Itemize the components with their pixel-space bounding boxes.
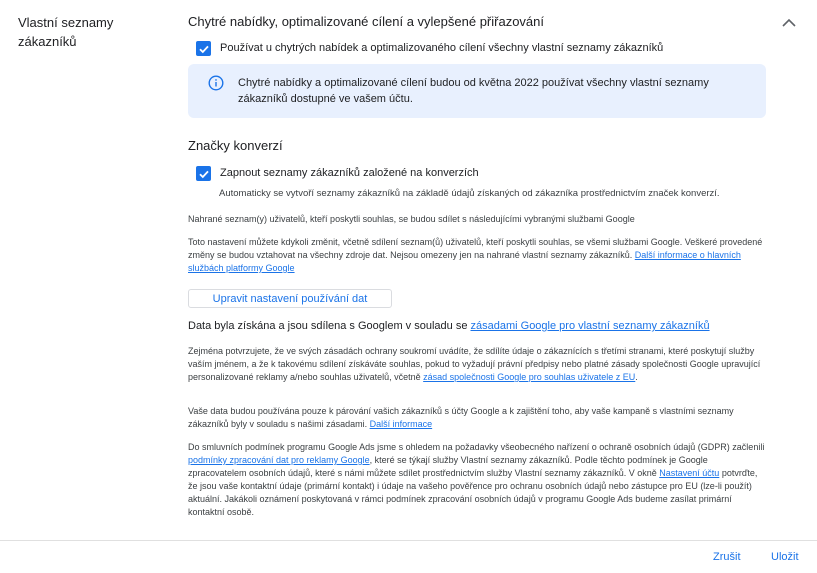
gdpr-text: [188, 441, 768, 519]
smart-bidding-title: Chytré nabídky, optimalizované cílení a vylepšené přiřazování: [188, 14, 545, 29]
footer-divider: [0, 540, 817, 541]
customer-match-policy-link[interactable]: zásadami Google pro vlastní seznamy zákazníků: [470, 320, 710, 332]
data-usage-body: Vaše data budou používána pouze k párování vašich zákazníků s účty Google a k zajištění toho, aby vaše kampaně s vlastními seznamy zákazníků byly v souladu s našimi zásadami.: [188, 406, 734, 429]
gdpr-body-c: potvrďte, že jsou vaše kontaktní údaje (primární kontakt) i údaje na vašeho pověřence pro ochranu osobních údajů nebo zástupce pro EU (lze-li použít) aktuální. Jakákoli oznámení poskytovaná v rámci podmínek zpracování osobních údajů v programu Google Ads budeme zasílat primární kontaktní osobě.: [188, 468, 758, 517]
data-processing-terms-link[interactable]: podmínky zpracování dat pro reklamy Google: [188, 455, 370, 465]
eu-consent-policy-link[interactable]: zásad společnosti Google pro souhlas uživatele z EU: [423, 372, 636, 382]
info-banner: [188, 64, 766, 118]
collapse-button[interactable]: [779, 13, 799, 33]
smart-bidding-checkbox[interactable]: [196, 41, 211, 56]
section-label: Vlastní seznamy zákazníků: [18, 15, 114, 49]
core-services-link[interactable]: Další informace o hlavních službách platformy Google: [188, 250, 741, 273]
gdpr-body-b: , které se týkají služby Vlastní seznamy zákazníků. Podle těchto podmínek je Google zpracovatelem osobních údajů, které s námi můžete sdílet prostřednictvím služby Vlastní seznamy zákazníků. V okně: [188, 455, 708, 478]
gdpr-body-a: Do smluvních podmínek programu Google Ads jsme s ohledem na požadavky všeobecného nařízení o ochraně osobních údajů (GDPR) začlenili: [188, 442, 765, 452]
conversion-tags-title: Značky konverzí: [188, 138, 283, 153]
data-usage-text: [188, 405, 768, 431]
account-settings-link[interactable]: Nastavení účtu: [659, 468, 720, 478]
conversion-lists-option[interactable]: [196, 166, 479, 181]
checkmark-icon: [198, 43, 210, 55]
conversion-lists-description: Automaticky se vytvoří seznamy zákazníků na základě údajů získaných od zákazníka prostřednictvím značek konverzí.: [219, 188, 720, 199]
chevron-up-icon: [779, 13, 799, 33]
conversion-lists-checkbox[interactable]: [196, 166, 211, 181]
policy-intro-text: Data byla získána a jsou sdílena s Googlem v souladu se: [188, 320, 468, 332]
consent-settings-text: [188, 236, 768, 275]
checkmark-icon: [198, 168, 210, 180]
policy-intro: [188, 320, 710, 332]
learn-more-link[interactable]: Další informace: [369, 419, 433, 429]
save-button[interactable]: Uložit: [771, 551, 799, 563]
conversion-lists-checkbox-label: Zapnout seznamy zákazníků založené na konverzích: [220, 167, 479, 179]
info-banner-text: Chytré nabídky a optimalizované cílení budou od května 2022 používat všechny vlastní seznamy zákazníků dostupné ve vašem účtu.: [238, 77, 709, 105]
smart-bidding-option[interactable]: [196, 41, 663, 56]
consent-settings-body: Toto nastavení můžete kdykoli změnit, včetně sdílení seznam(ů) uživatelů, kteří poskytli souhlas, se všemi službami Google. Veškeré provedené změny se budou vztahovat na všechny zdroje dat. Nejsou omezeny jen na nahrané vlastní seznamy zákazníků.: [188, 237, 763, 260]
cancel-button[interactable]: Zrušit: [713, 551, 741, 563]
privacy-confirmation-body: Zejména potvrzujete, že ve svých zásadách ochrany soukromí uvádíte, že sdílíte údaje o zákaznících s třetími stranami, které poskytují služby vaším jménem, a že k takovému sdílení získáváte souhlas, pokud to vyžadují právní předpisy nebo platné zásady společnosti Google upravující personalizované reklamy a/nebo souhlas uživatelů, včetně: [188, 346, 761, 382]
edit-data-usage-button[interactable]: Upravit nastavení používání dat: [188, 289, 392, 308]
smart-bidding-checkbox-label: Používat u chytrých nabídek a optimalizovaného cílení všechny vlastní seznamy zákazníků: [220, 42, 664, 54]
privacy-confirmation-text: [188, 345, 768, 384]
privacy-confirmation-end: .: [635, 372, 638, 382]
consent-sharing-text: Nahrané seznam(y) uživatelů, kteří poskytli souhlas, se budou sdílet s následujícími vybranými službami Google: [188, 214, 635, 224]
info-icon: [208, 75, 224, 91]
